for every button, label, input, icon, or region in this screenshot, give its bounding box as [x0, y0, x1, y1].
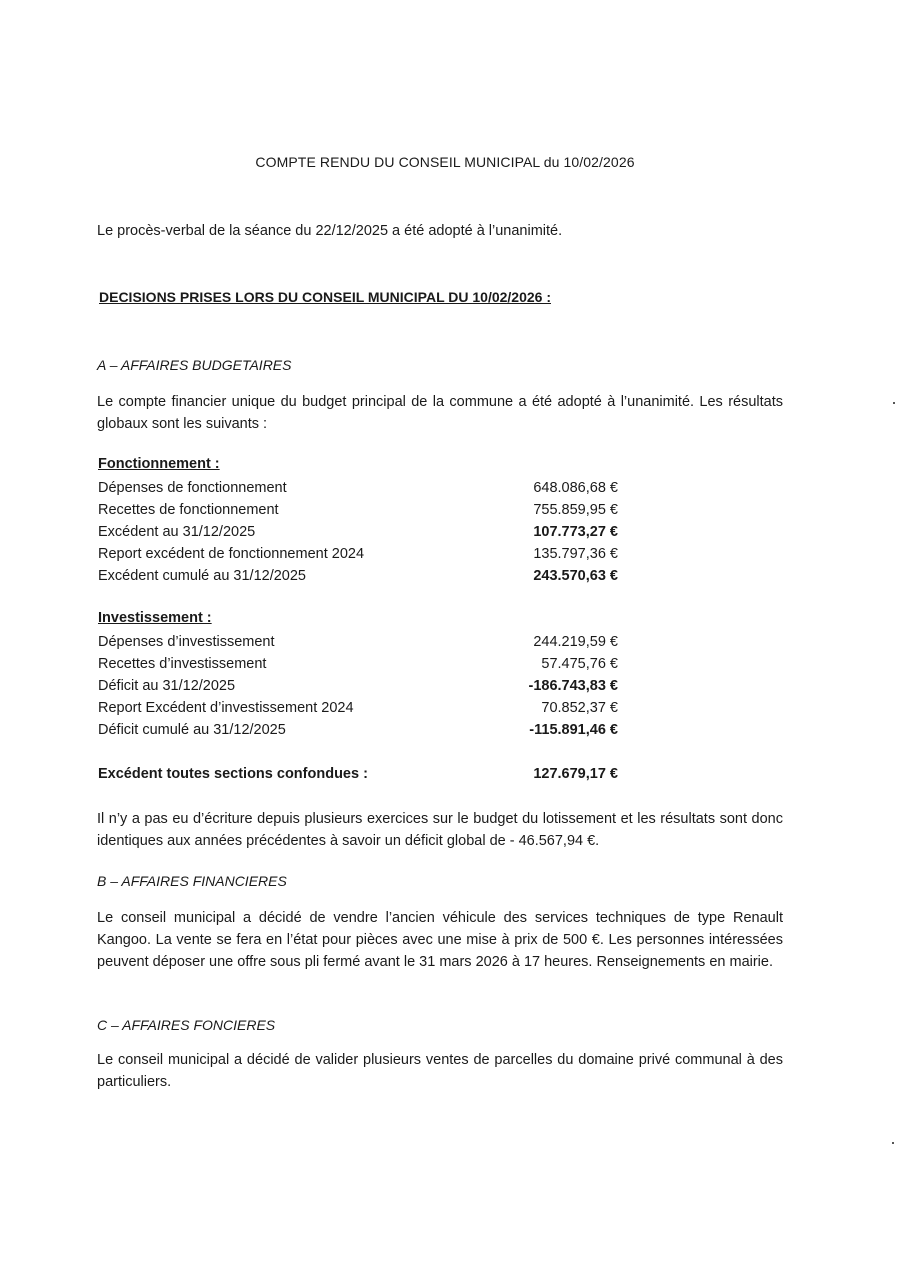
row-value: 107.773,27 € — [533, 524, 618, 540]
row-label: Déficit cumulé au 31/12/2025 — [98, 722, 286, 738]
row-value: 57.475,76 € — [541, 656, 618, 672]
row-label: Dépenses de fonctionnement — [98, 480, 287, 496]
section-a-text: Le compte financier unique du budget principal de la commune a été adopté à l’unanimité. Les résultats globaux sont les suivants : — [97, 394, 783, 432]
row-value: 243.570,63 € — [533, 568, 618, 584]
fonctionnement-row — [98, 543, 618, 565]
row-label: Report excédent de fonctionnement 2024 — [98, 546, 365, 562]
total-value: 127.679,17 € — [533, 766, 618, 782]
row-value: 135.797,36 € — [533, 546, 618, 562]
fonctionnement-title: Fonctionnement : — [98, 456, 220, 472]
row-label: Recettes de fonctionnement — [98, 502, 279, 518]
section-c-text: Le conseil municipal a décidé de valider plusieurs ventes de parcelles du domaine privé communal à des particuliers. — [97, 1052, 783, 1090]
fonctionnement-row — [98, 477, 618, 499]
row-value: 755.859,95 € — [533, 502, 618, 518]
fonctionnement-row — [98, 521, 618, 543]
row-value: 648.086,68 € — [533, 480, 618, 496]
scan-speck — [893, 402, 895, 404]
section-b-text: Le conseil municipal a décidé de vendre l’ancien véhicule des services techniques de type Renault Kangoo. La vente se fera en l’état pour pièces avec une mise à prix de 500 €. Les personnes intéressées peuvent déposer une offre sous pli fermé avant le 31 mars 2026 à 17 heures. Renseignements en mairie. — [97, 910, 783, 970]
investissement-row — [98, 631, 618, 653]
fonctionnement-row — [98, 565, 618, 587]
intro-paragraph: Le procès-verbal de la séance du 22/12/2025 a été adopté à l’unanimité. — [97, 223, 563, 239]
row-label: Report Excédent d’investissement 2024 — [98, 700, 354, 716]
row-value: 70.852,37 € — [541, 700, 618, 716]
row-label: Déficit au 31/12/2025 — [98, 678, 236, 694]
investissement-row — [98, 675, 618, 697]
investissement-title: Investissement : — [98, 610, 212, 626]
investissement-row — [98, 719, 618, 741]
decisions-heading: DECISIONS PRISES LORS DU CONSEIL MUNICIPAL DU 10/02/2026 : — [99, 289, 551, 305]
total-label: Excédent toutes sections confondues : — [98, 766, 368, 782]
section-c-heading: C – AFFAIRES FONCIERES — [97, 1017, 276, 1033]
row-value: -186.743,83 € — [528, 678, 618, 694]
row-label: Dépenses d’investissement — [98, 634, 275, 650]
row-label: Excédent au 31/12/2025 — [98, 524, 256, 540]
investissement-row — [98, 697, 618, 719]
row-value: -115.891,46 € — [529, 722, 618, 738]
scan-speck — [892, 1142, 894, 1144]
row-value: 244.219,59 € — [533, 634, 618, 650]
total-row — [98, 763, 618, 785]
page-title: COMPTE RENDU DU CONSEIL MUNICIPAL du 10/02/2026 — [255, 154, 635, 170]
section-b-heading: B – AFFAIRES FINANCIERES — [97, 873, 287, 889]
row-label: Excédent cumulé au 31/12/2025 — [98, 568, 306, 584]
investissement-row — [98, 653, 618, 675]
row-label: Recettes d’investissement — [98, 656, 267, 672]
section-a-heading: A – AFFAIRES BUDGETAIRES — [97, 357, 292, 373]
fonctionnement-row — [98, 499, 618, 521]
lotissement-paragraph: Il n’y a pas eu d’écriture depuis plusieurs exercices sur le budget du lotissement et les résultats sont donc identiques aux années précédentes à savoir un déficit global de - 46.567,94 €. — [97, 811, 783, 849]
